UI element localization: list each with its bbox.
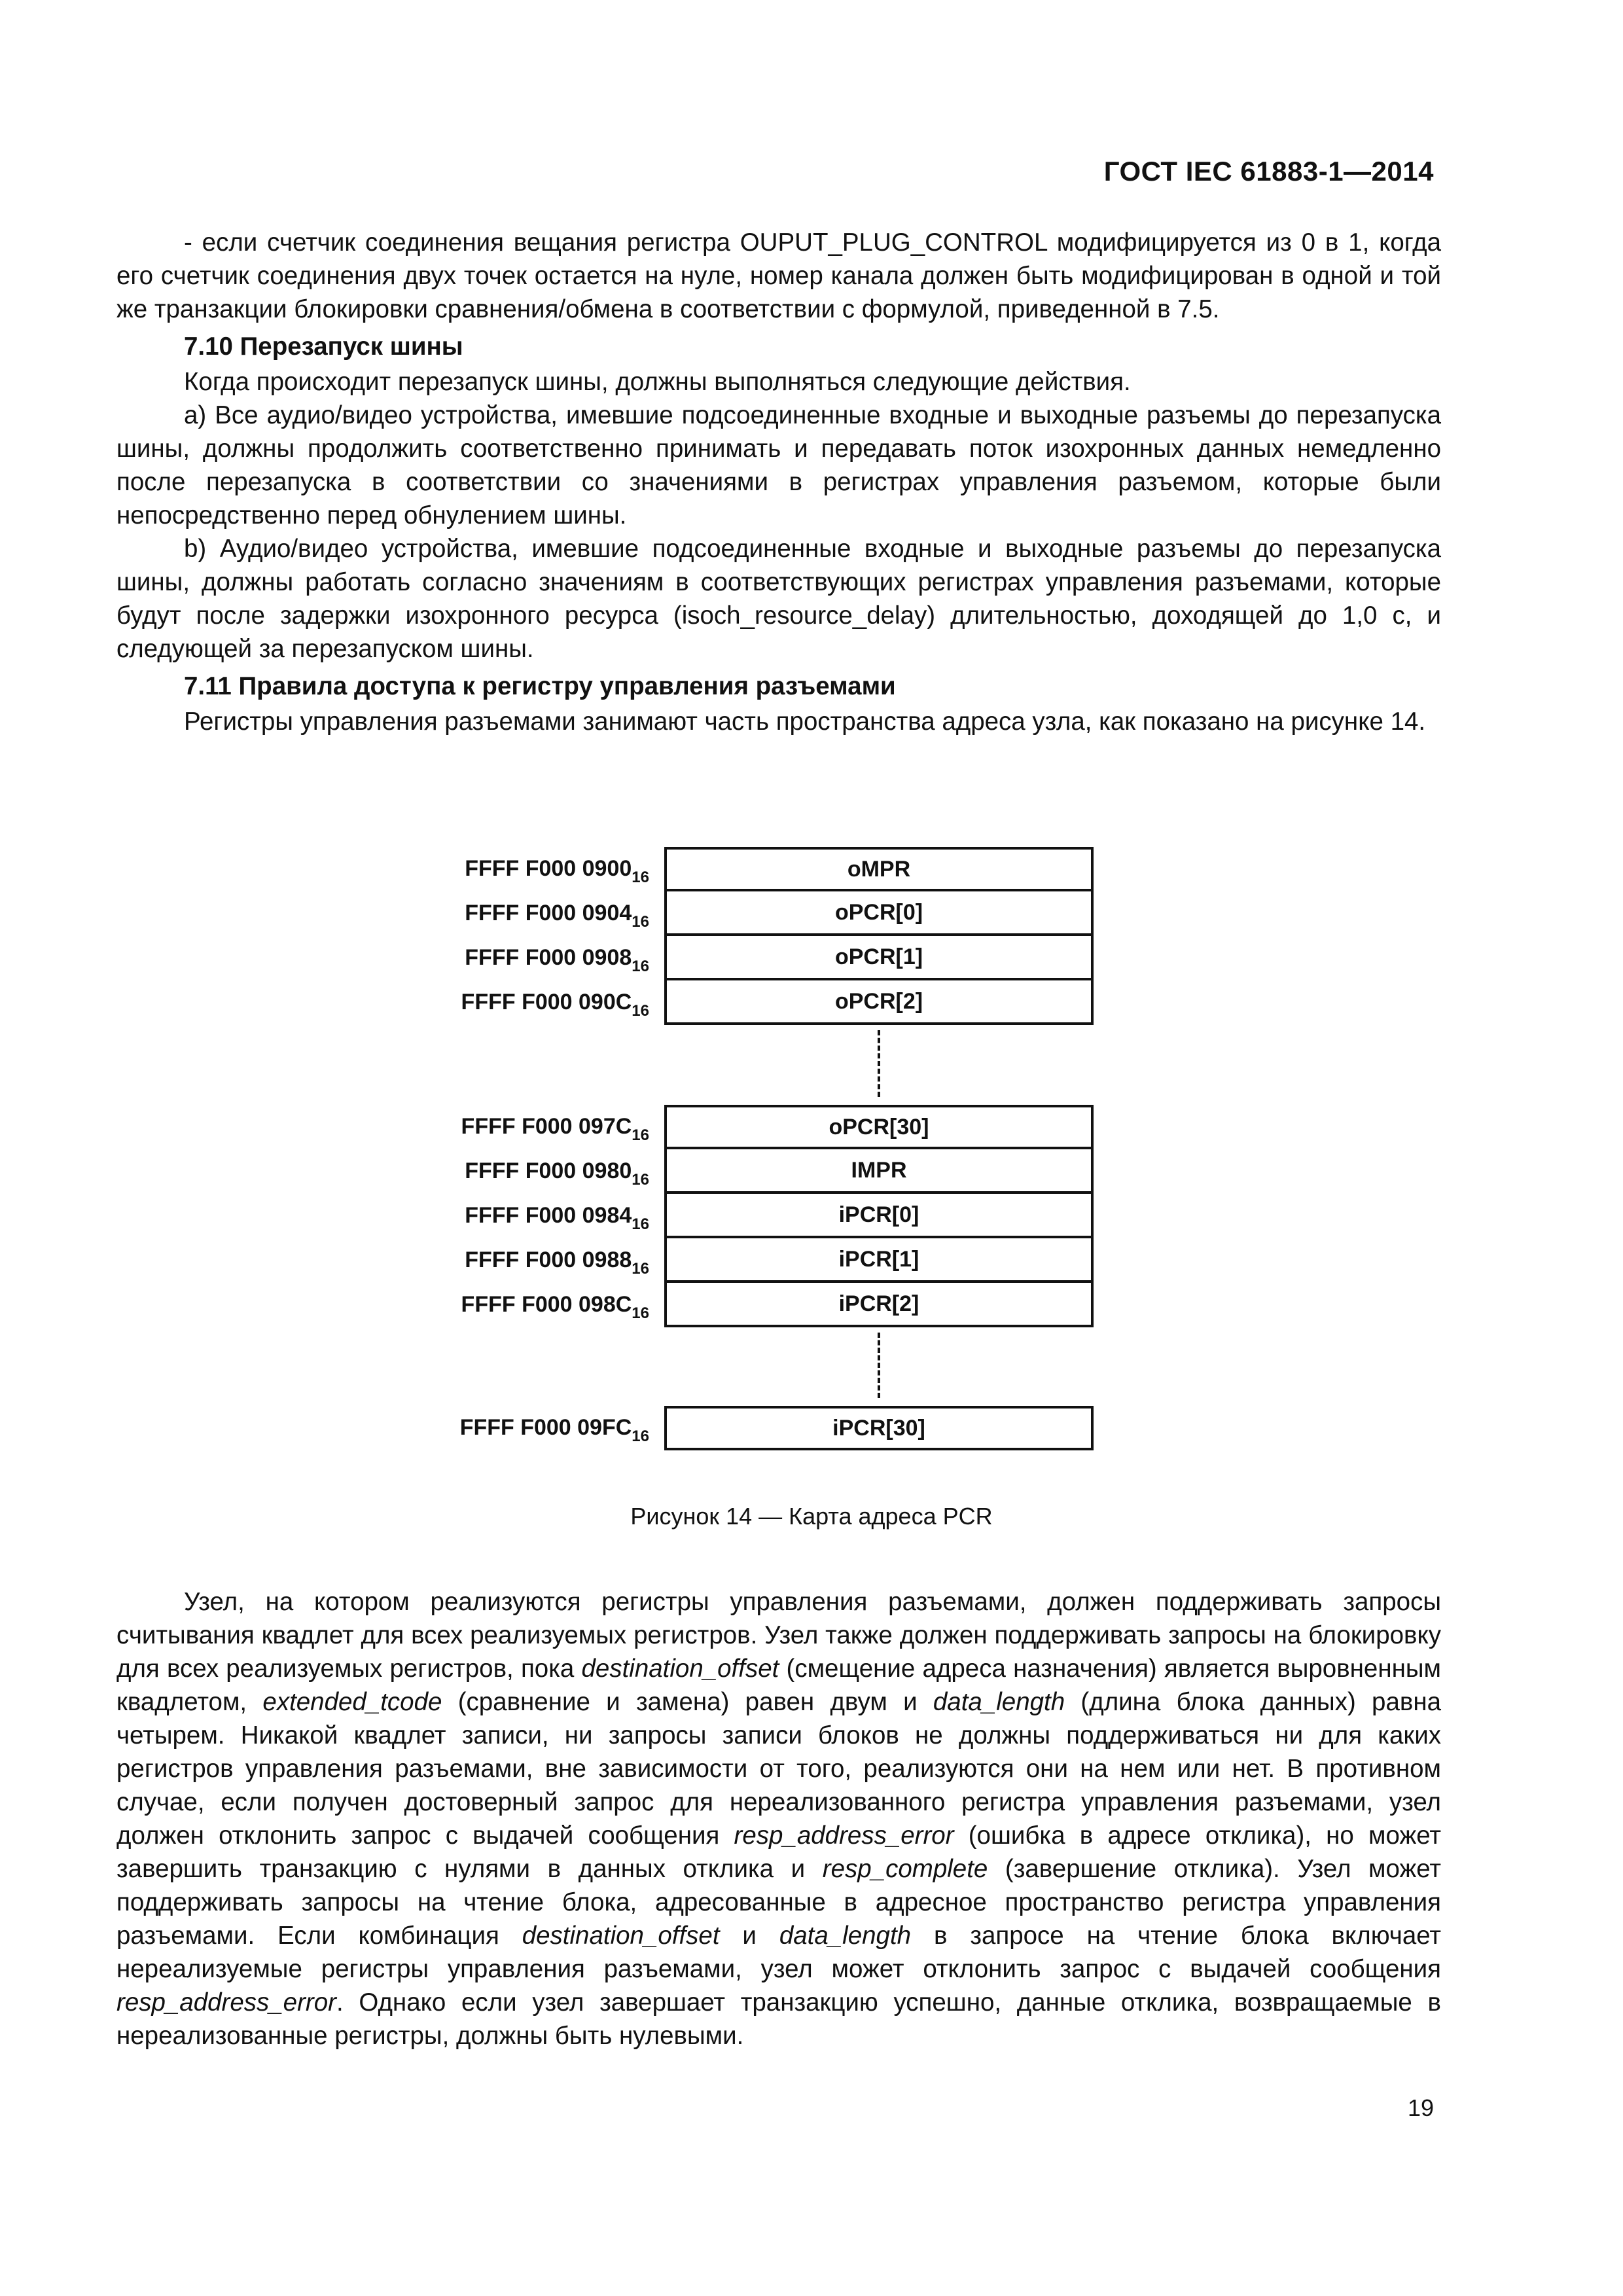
page-number: 19 [1407, 2094, 1434, 2121]
paragraph-intro: - если счетчик соединения вещания регистра OUPUT_PLUG_CONTROL модифицируется из 0 в 1, когда его счетчик соединения двух точек остается на нуле, номер канала должен быть модифицирован в одной и той же транзакции блокировки сравнения/обмена в соответствии с формулой, приведенной в 7.5. [116, 228, 1441, 323]
register-cell: oPCR[1] [664, 936, 1094, 980]
gap-dashed-line [878, 1030, 880, 1097]
heading-7-10: 7.10 Перезапуск шины [184, 332, 463, 361]
register-cell: iPCR[1] [664, 1238, 1094, 1283]
register-address: FFFF F000 $0904_{16}$ [465, 901, 649, 931]
register-address: FFFF F000 $0984_{16}$ [465, 1203, 649, 1233]
register-cell: oMPR [664, 847, 1094, 891]
register-address: FFFF F000 $097C_{16}$ [461, 1114, 649, 1144]
paragraph-7-10-a: a) Все аудио/видео устройства, имевшие подсоединенные входные и выходные разъемы до перезапуска шины, должны продолжить соответственно принимать и передавать поток изохронных данных немедленно после перезапуска в соответствии со значениями в регистрах управления разъемом, которые были непосредственно перед обнулением шины. [116, 401, 1441, 529]
register-cell: oPCR[30] [664, 1105, 1094, 1149]
register-address: FFFF F000 $0988_{16}$ [465, 1247, 649, 1278]
figure-caption: Рисунок 14 — Карта адреса PCR [630, 1503, 993, 1530]
gap-dashed-line [878, 1333, 880, 1398]
heading-7-11: 7.11 Правила доступа к регистру управления разъемами [184, 672, 896, 700]
register-cell: iPCR[2] [664, 1283, 1094, 1327]
register-cell: IMPR [664, 1149, 1094, 1194]
register-cell: iPCR[30] [664, 1406, 1094, 1450]
register-address: FFFF F000 $090C_{16}$ [461, 990, 649, 1020]
register-address: FFFF F000 $098C_{16}$ [461, 1292, 649, 1322]
register-address: FFFF F000 $0980_{16}$ [465, 1158, 649, 1189]
register-address: FFFF F000 $0900_{16}$ [465, 856, 649, 886]
register-cell: oPCR[0] [664, 891, 1094, 936]
register-cell: oPCR[2] [664, 980, 1094, 1025]
register-address: FFFF F000 $0908_{16}$ [465, 945, 649, 975]
paragraph-7-10-1: Когда происходит перезапуск шины, должны выполняться следующие действия. [184, 368, 1131, 396]
standard-code: ГОСТ IEC 61883-1—2014 [1103, 156, 1434, 187]
register-address: FFFF F000 $09FC_{16}$ [459, 1415, 649, 1445]
paragraph-after-figure: Узел, на котором реализуются регистры управления разъемами, должен поддерживать запросы считывания квадлет для всех реализуемых регистров. Узел также должен поддерживать запросы на блокировку для всех реализуемых регистров, пока destination_offset (смещение адреса назначения) является выровненным квадлетом, extended_tcode (сравнение и замена) равен двум и data_length (длина блока данных) равна четырем. Никакой квадлет записи, ни запросы записи блоков не должны поддерживаться ни для каких регистров управления разъемами, вне зависимости от того, реализуются они на нем или нет. В противном случае, если получен достоверный запрос для нереализованного регистра управления разъемами, узел должен отклонить запрос с выдачей сообщения resp_address_error (ошибка в адресе отклика), но может завершить транзакцию с нулями в данных отклика и resp_complete (завершение отклика). Узел может поддерживать запросы на чтение блока, адресованные в адресное пространство регистра управления разъемами. Если комбинация destination_offset и data_length в запросе на чтение блока включает нереализуемые регистры управления разъемами, узел может отклонить запрос с выдачей сообщения resp_address_error. Однако если узел завершает транзакцию успешно, данные отклика, возвращаемые в нереализованные регистры, должны быть нулевыми. [116, 1588, 1442, 2050]
register-cell: iPCR[0] [664, 1194, 1094, 1238]
text-block-bottom [116, 1585, 1441, 2053]
paragraph-7-10-b: b) Аудио/видео устройства, имевшие подсоединенные входные и выходные разъемы до перезапуска шины, должны работать согласно значениям в соответствующих регистрах управления разъемами, которые будут после задержки изохронного ресурса (isoch_resource_delay) длительностью, доходящей до 1,0 с, и следующей за перезапуском шины. [116, 535, 1441, 663]
paragraph-7-11-1: Регистры управления разъемами занимают часть пространства адреса узла, как показано на рисунке 14. [184, 708, 1426, 736]
